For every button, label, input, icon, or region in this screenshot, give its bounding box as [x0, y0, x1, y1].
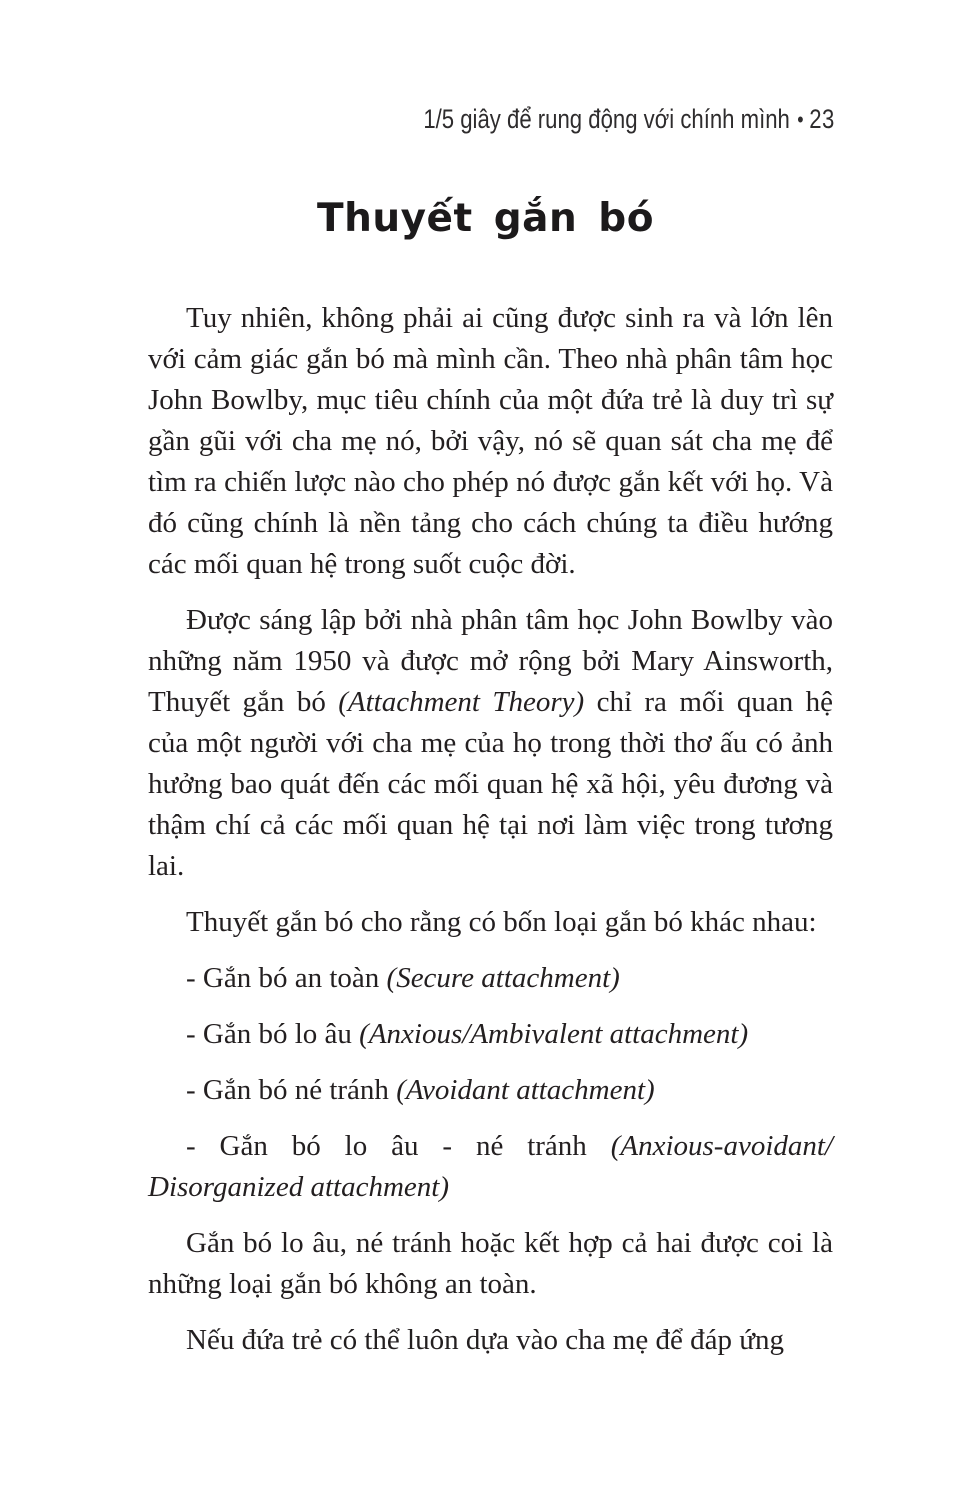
running-header-title: 1/5 giây để rung động với chính mình — [423, 104, 791, 134]
list-item-avoidant-vi: - Gắn bó né tránh — [186, 1074, 397, 1106]
list-item-disorganized — [148, 1126, 833, 1208]
list-item-anxious-vi: - Gắn bó lo âu — [186, 1018, 360, 1050]
paragraph-theory-origin-pre: Được sáng lập bởi nhà phân tâm học John Bowlby vào những năm 1950 và được mở rộng bởi Mary Ainsworth, Thuyết gắn bó — [148, 604, 833, 718]
paragraph-child-reliance: Nếu đứa trẻ có thể luôn dựa vào cha mẹ để đáp ứng — [186, 1324, 784, 1356]
list-item-secure-en: (Secure attachment) — [386, 962, 620, 994]
paragraph-insecure-types: Gắn bó lo âu, né tránh hoặc kết hợp cả hai được coi là những loại gắn bó không an toàn. — [148, 1227, 833, 1300]
list-item-secure-vi: - Gắn bó an toàn — [186, 962, 387, 994]
list-item-avoidant — [148, 1070, 833, 1111]
paragraph-four-types-lead: Thuyết gắn bó cho rằng có bốn loại gắn bó khác nhau: — [186, 906, 817, 938]
attachment-theory-term: (Attachment Theory) — [338, 686, 585, 718]
header-separator-dot: • — [797, 107, 804, 132]
paragraph-theory-origin-post: chỉ ra mối quan hệ của một người với cha mẹ của họ trong thời thơ ấu có ảnh hưởng bao quát đến các mối quan hệ xã hội, yêu đương và thậm chí cả các mối quan hệ tại nơi làm việc trong tương lai. — [148, 686, 833, 882]
list-item-disorganized-en: (Anxious-avoidant/ Disorganized attachment) — [148, 1130, 833, 1203]
running-header — [424, 103, 835, 136]
list-item-anxious — [148, 1014, 833, 1055]
list-item-avoidant-en: (Avoidant attachment) — [396, 1074, 655, 1106]
chapter-title: Thuyết gắn bó — [316, 196, 654, 241]
list-item-disorganized-vi: - Gắn bó lo âu - né tránh — [186, 1130, 611, 1162]
page-number: 23 — [809, 104, 835, 134]
list-item-secure — [148, 958, 833, 999]
list-item-anxious-en: (Anxious/Ambivalent attachment) — [359, 1018, 749, 1050]
paragraph-theory-origin — [148, 600, 833, 887]
paragraph-intro: Tuy nhiên, không phải ai cũng được sinh ra và lớn lên với cảm giác gắn bó mà mình cần. Theo nhà phân tâm học John Bowlby, mục tiêu chính của một đứa trẻ là duy trì sự gần gũi với cha mẹ nó, bởi vậy, nó sẽ quan sát cha mẹ để tìm ra chiến lược nào cho phép nó được gắn kết với họ. Và đó cũng chính là nền tảng cho cách chúng ta điều hướng các mối quan hệ trong suốt cuộc đời. — [148, 302, 833, 580]
body-text — [148, 298, 833, 1361]
